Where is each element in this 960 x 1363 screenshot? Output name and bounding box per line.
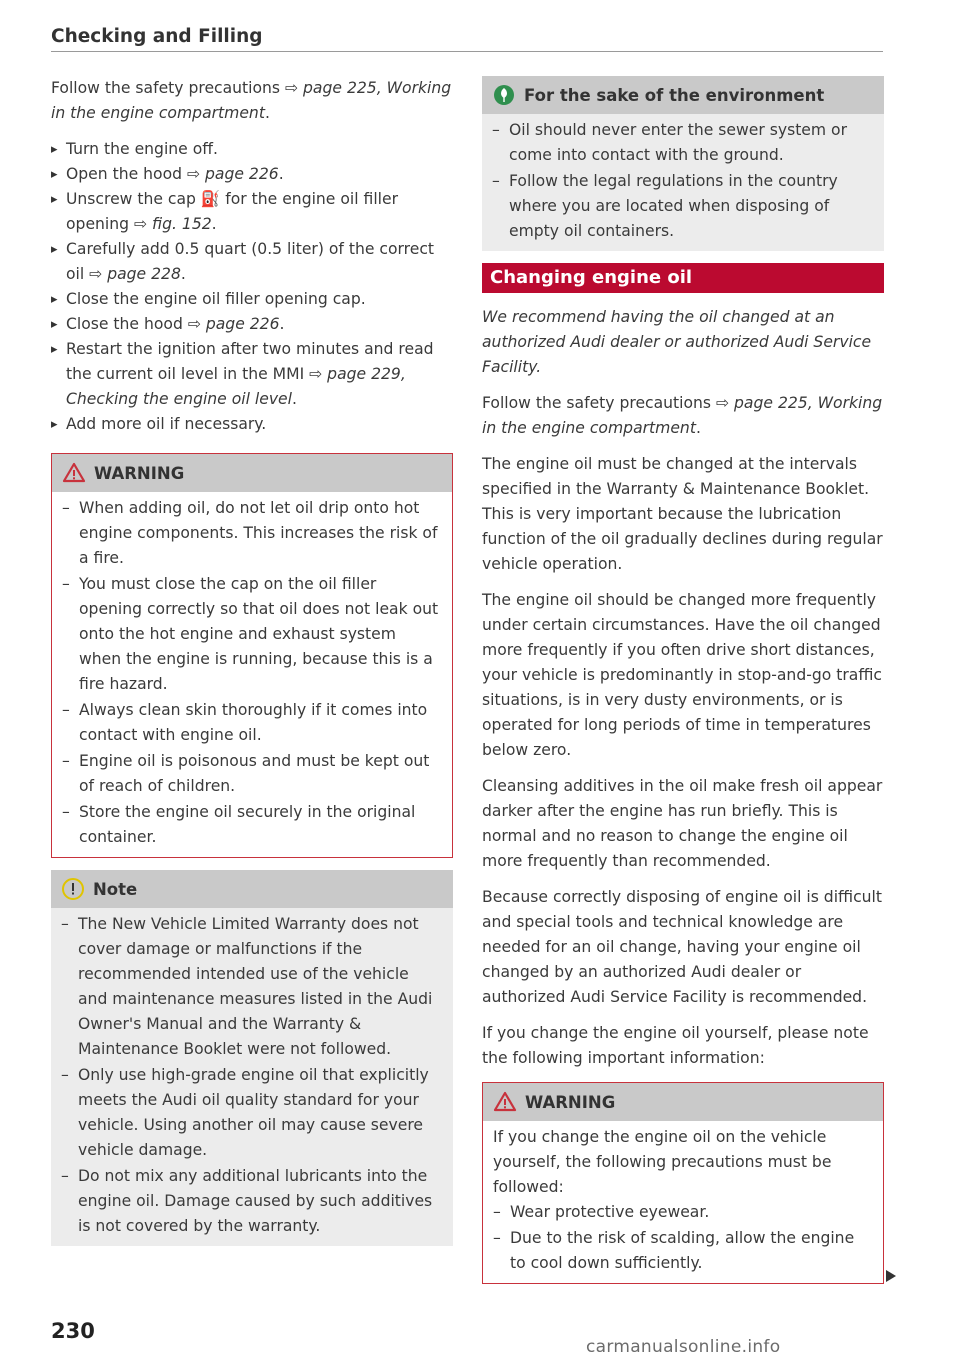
step-item: ▸ Close the engine oil filler opening cap. bbox=[51, 287, 453, 312]
page-link[interactable]: ⇨ page 226 bbox=[186, 165, 279, 183]
warning-intro: If you change the engine oil on the vehicle yourself, the following precautions must be followed: bbox=[493, 1128, 832, 1196]
right-column bbox=[482, 76, 884, 1296]
watermark: carmanualsonline.info bbox=[586, 1337, 781, 1357]
procedure-steps bbox=[51, 137, 453, 437]
warning-triangle-icon bbox=[62, 461, 86, 485]
list-item: – Store the engine oil securely in the original container. bbox=[62, 800, 442, 850]
header-divider bbox=[51, 51, 883, 52]
list-item: – The New Vehicle Limited Warranty does not cover damage or malfunctions if the recommended intended use of the vehicle and maintenance measures listed in the Audi Owner's Manual and the Warranty & Maintenance Booklet were not followed. bbox=[61, 912, 443, 1062]
note-exclamation-icon bbox=[61, 877, 85, 901]
intro-suffix: . bbox=[264, 104, 270, 122]
figure-link[interactable]: ⇨ fig. 152 bbox=[134, 215, 212, 233]
step-item: ▸ Add more oil if necessary. bbox=[51, 412, 453, 437]
warning-box-2 bbox=[482, 1082, 884, 1284]
list-item: – Due to the risk of scalding, allow the engine to cool down sufficiently. bbox=[493, 1226, 873, 1276]
step-item: ▸ Close the hood ⇨ page 226. bbox=[51, 312, 453, 337]
list-item: – Always clean skin thoroughly if it comes into contact with engine oil. bbox=[62, 698, 442, 748]
intro-prefix: Follow the safety precautions bbox=[51, 79, 286, 97]
note-list bbox=[61, 912, 443, 1239]
warning-header bbox=[52, 454, 452, 492]
step-item: ▸ Unscrew the cap ⛽ for the engine oil filler opening ⇨ fig. 152. bbox=[51, 187, 453, 237]
warning-body bbox=[52, 492, 452, 857]
intro-page-link[interactable]: ⇨ page 225, Working in the engine compartment bbox=[51, 79, 452, 122]
note-header bbox=[51, 870, 453, 908]
list-item: – You must close the cap on the oil filler opening correctly so that oil does not leak out onto the hot engine and exhaust system when the engine is running, because this is a fire hazard. bbox=[62, 572, 442, 697]
safety-page-link[interactable]: ⇨ page 225, Working in the engine compartment bbox=[482, 394, 883, 437]
lead-paragraph: We recommend having the oil changed at an authorized Audi dealer or authorized Audi Service Facility. bbox=[482, 308, 872, 376]
environment-leaf-icon bbox=[492, 83, 516, 107]
list-item: – Wear protective eyewear. bbox=[493, 1200, 873, 1225]
list-item: – Only use high-grade engine oil that explicitly meets the Audi oil quality standard for your vehicle. Using another oil may cause severe vehicle damage. bbox=[61, 1063, 443, 1163]
body-paragraph: If you change the engine oil yourself, please note the following important information: bbox=[482, 1024, 869, 1067]
page-link[interactable]: ⇨ page 226 bbox=[187, 315, 280, 333]
note-body bbox=[51, 908, 453, 1246]
warning-title: WARNING bbox=[94, 463, 185, 483]
environment-body bbox=[482, 114, 884, 251]
environment-list bbox=[492, 118, 874, 244]
list-item: – Oil should never enter the sewer system or come into contact with the ground. bbox=[492, 118, 874, 168]
step-item: ▸ Carefully add 0.5 quart (0.5 liter) of the correct oil ⇨ page 228. bbox=[51, 237, 453, 287]
left-column bbox=[51, 76, 453, 1258]
environment-header bbox=[482, 76, 884, 114]
list-item: – When adding oil, do not let oil drip onto hot engine components. This increases the risk of a fire. bbox=[62, 496, 442, 571]
step-item: ▸ Turn the engine off. bbox=[51, 137, 453, 162]
warning-body-2 bbox=[483, 1121, 883, 1283]
note-box bbox=[51, 870, 453, 1246]
continue-arrow-icon bbox=[886, 1270, 896, 1282]
warning-list-2 bbox=[493, 1200, 873, 1276]
section-header-title: Checking and Filling bbox=[51, 26, 263, 47]
environment-box bbox=[482, 76, 884, 251]
section-heading: Changing engine oil bbox=[482, 263, 884, 293]
warning-header-2 bbox=[483, 1083, 883, 1121]
list-item: – Engine oil is poisonous and must be kept out of reach of children. bbox=[62, 749, 442, 799]
environment-title: For the sake of the environment bbox=[524, 85, 825, 105]
warning-triangle-icon bbox=[493, 1090, 517, 1114]
body-paragraph: Because correctly disposing of engine oil is difficult and special tools and technical knowledge are needed for an oil change, having your engine oil changed by an authorized Audi dealer or authorized Audi Service Facility is recommended. bbox=[482, 888, 883, 1006]
intro-paragraph bbox=[51, 76, 453, 126]
list-item: – Follow the legal regulations in the country where you are located when disposing of empty oil containers. bbox=[492, 169, 874, 244]
page-link[interactable]: ⇨ page 229, Checking the engine oil level bbox=[66, 365, 406, 408]
warning-list bbox=[62, 496, 442, 850]
step-item: ▸ Open the hood ⇨ page 226. bbox=[51, 162, 453, 187]
body-paragraph: Cleansing additives in the oil make fresh oil appear darker after the engine has run briefly. This is normal and no reason to change the engine oil more frequently than recommended. bbox=[482, 777, 883, 870]
safety-paragraph: Follow the safety precautions ⇨ page 225, Working in the engine compartment. bbox=[482, 394, 883, 437]
page-link[interactable]: ⇨ page 228 bbox=[89, 265, 181, 283]
warning-box bbox=[51, 453, 453, 858]
page-number: 230 bbox=[51, 1319, 95, 1343]
warning-title-2: WARNING bbox=[525, 1092, 616, 1112]
body-paragraph: The engine oil should be changed more frequently under certain circumstances. Have the oil changed more frequently if you often drive short distances, your vehicle is predominantly in stop-and-go traffic situations, is in very dusty environments, or is operated for long periods of time in temperatures below zero. bbox=[482, 591, 882, 759]
step-item: ▸ Restart the ignition after two minutes and read the current oil level in the MMI ⇨ page 229, Checking the engine oil level. bbox=[51, 337, 453, 412]
body-paragraph: The engine oil must be changed at the intervals specified in the Warranty & Maintenance Booklet. This is very important because the lubrication function of the oil gradually declines during regular vehicle operation. bbox=[482, 455, 883, 573]
list-item: – Do not mix any additional lubricants into the engine oil. Damage caused by such additives is not covered by the warranty. bbox=[61, 1164, 443, 1239]
note-title: Note bbox=[93, 879, 138, 899]
